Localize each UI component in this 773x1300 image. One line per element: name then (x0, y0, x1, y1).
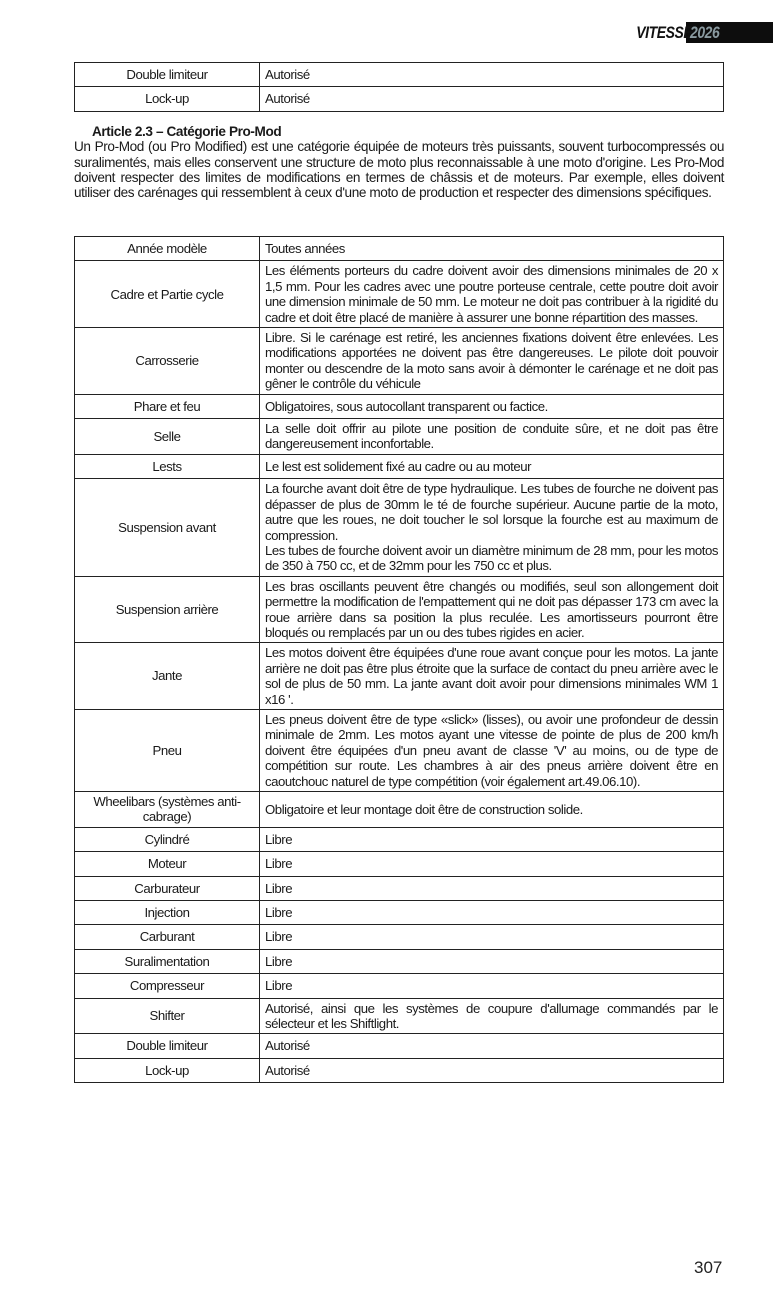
article-body: Un Pro-Mod (ou Pro Modified) est une catégorie équipée de moteurs très puissants, souvent turbocompressés ou suralimentés, mais elles conservent une structure de moto plus reconnaissable à une moto d'origine. Les Pro-Mod doivent respecter des limites de modifications en termes de châssis et de moteurs. Par exemple, elles doivent utiliser des carénages qui ressemblent à ceux d'une moto de production et respecter des dimensions spécifiques. (74, 139, 724, 201)
running-header (624, 22, 773, 43)
row-value-paragraph: La fourche avant doit être de type hydraulique. Les tubes de fourche ne doivent pas dépasser de plus de 30mm le té de fourche supérieur. Aucune partie de la moto, autre que les roues, ne doit toucher le sol lorsque la fourche est au maximum de compression. (265, 481, 718, 543)
row-value: Les éléments porteurs du cadre doivent avoir des dimensions minimales de 20 x 1,5 mm. Pour les cadres avec une poutre porteuse centrale, cette poutre doit avoir une dimension minimale de 50 mm. Le moteur ne doit pas contribuer à la rigidité du cadre et doit être placé de manière à assurer une bonne répartition des masses. (260, 261, 724, 328)
row-label: Moteur (75, 852, 260, 876)
table-row (75, 643, 724, 710)
row-label: Injection (75, 901, 260, 925)
previous-category-table-end (74, 62, 724, 112)
row-value: Autorisé (260, 63, 724, 87)
row-value: Libre (260, 925, 724, 949)
table-row (75, 901, 724, 925)
table-row (75, 479, 724, 576)
row-label: Jante (75, 643, 260, 710)
row-value: Les pneus doivent être de type «slick» (lisses), ou avoir une profondeur de dessin minimale de 2mm. Les motos ayant une vitesse de pointe de plus de 200 km/h doivent être équipées d'un pneu avant de classe 'V' au moins, ou de type de compétition sur route. Les chambres à air des pneus arrière doivent être en caoutchouc naturel de type compétition (voir également art.49.06.10). (260, 709, 724, 791)
row-value: Libre (260, 852, 724, 876)
row-value: La selle doit offrir au pilote une position de conduite sûre, et ne doit pas être dangereusement inconfortable. (260, 419, 724, 455)
header-brand-word: VITESSE (635, 22, 692, 42)
table-row (75, 261, 724, 328)
table-row (75, 576, 724, 643)
row-value: Les motos doivent être équipées d'une roue avant conçue pour les motos. La jante arrière ne doit pas être plus étroite que la surface de contact du pneu arrière avec le sol de plus de 50 mm. La jante avant doit avoir pour dimensions minimales WM 1 x16 '. (260, 643, 724, 710)
table-row (75, 237, 724, 261)
row-label: Phare et feu (75, 394, 260, 418)
pro-mod-regulations-table (74, 236, 724, 1083)
table-row (75, 709, 724, 791)
row-value: Toutes années (260, 237, 724, 261)
row-label: Cylindré (75, 827, 260, 851)
table-row (75, 419, 724, 455)
row-label: Suspension avant (75, 479, 260, 576)
row-value: Autorisé (260, 87, 724, 111)
row-label: Carburateur (75, 876, 260, 900)
row-value: Le lest est solidement fixé au cadre ou au moteur (260, 454, 724, 478)
table-row (75, 1034, 724, 1058)
row-label: Compresseur (75, 974, 260, 998)
row-label: Selle (75, 419, 260, 455)
row-value-paragraph: Les tubes de fourche doivent avoir un diamètre minimum de 28 mm, pour les motos de 350 à 750 cc, et de 32mm pour les 750 cc et plus. (265, 542, 718, 574)
row-label: Double limiteur (75, 63, 260, 87)
article-section (74, 124, 724, 200)
row-value: Libre. Si le carénage est retiré, les anciennes fixations doivent être enlevées. Les modifications apportées ne doivent pas être dangereuses. Le pilote doit pouvoir monter ou descendre de la moto sans avoir à démonter le carénage et ne doit pas gêner le contrôle du véhicule (260, 328, 724, 395)
table-row (75, 974, 724, 998)
row-value: Autorisé (260, 1058, 724, 1082)
row-label: Lock-up (75, 1058, 260, 1082)
table-row (75, 1058, 724, 1082)
table-row (75, 852, 724, 876)
table-row (75, 792, 724, 828)
row-value: Obligatoire et leur montage doit être de construction solide. (260, 792, 724, 828)
table-row (75, 876, 724, 900)
table-row (75, 925, 724, 949)
table-row (75, 394, 724, 418)
row-value: Autorisé, ainsi que les systèmes de coupure d'allumage commandés par le sélecteur et les Shiftlight. (260, 998, 724, 1034)
row-value: Libre (260, 876, 724, 900)
table-row (75, 63, 724, 87)
row-value: Les bras oscillants peuvent être changés ou modifiés, seul son allongement doit permettre la modification de l'empattement qui ne doit pas dépasser 173 cm avec la roue arrière dans sa position la plus reculée. Les amortisseurs pourront être bloqués ou remplacés par un ou des tubes rigides en acier. (260, 576, 724, 643)
row-label: Suspension arrière (75, 576, 260, 643)
table-row (75, 949, 724, 973)
page-number: 307 (694, 1258, 723, 1277)
row-value: Libre (260, 949, 724, 973)
row-label: Carburant (75, 925, 260, 949)
row-label: Pneu (75, 709, 260, 791)
row-label: Suralimentation (75, 949, 260, 973)
table-row (75, 998, 724, 1034)
row-label: Lock-up (75, 87, 260, 111)
row-label: Double limiteur (75, 1034, 260, 1058)
row-label: Lests (75, 454, 260, 478)
row-label: Année modèle (75, 237, 260, 261)
row-value (260, 479, 724, 576)
row-label: Cadre et Partie cycle (75, 261, 260, 328)
row-value: Libre (260, 827, 724, 851)
article-title: Article 2.3 – Catégorie Pro-Mod (92, 124, 282, 139)
row-value: Libre (260, 901, 724, 925)
row-value: Libre (260, 974, 724, 998)
table-row (75, 827, 724, 851)
table-row (75, 454, 724, 478)
header-brand-year: 2026 (690, 22, 720, 42)
row-label: Carrosserie (75, 328, 260, 395)
table-row (75, 87, 724, 111)
row-label: Wheelibars (systèmes anti-cabrage) (75, 792, 260, 828)
row-value: Autorisé (260, 1034, 724, 1058)
header-year-box (686, 22, 773, 43)
table-row (75, 328, 724, 395)
row-label: Shifter (75, 998, 260, 1034)
row-value: Obligatoires, sous autocollant transparent ou factice. (260, 394, 724, 418)
